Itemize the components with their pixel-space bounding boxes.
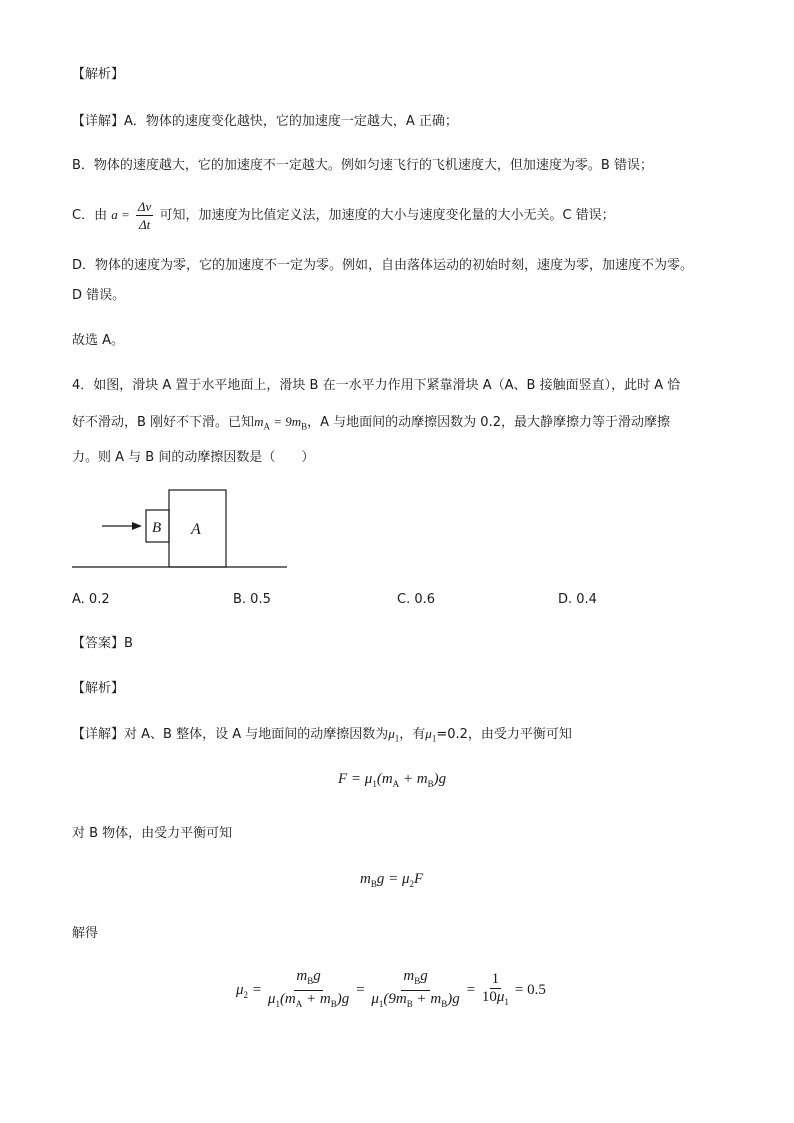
fraction-denominator: Δt [138, 217, 151, 232]
question-4-line3: 力。则 A 与 B 间的动摩擦因数是（ ） [72, 450, 315, 465]
question-4-line1: 4．如图，滑块 A 置于水平地面上，滑块 B 在一水平力作用下紧靠滑块 A（A、B 接触面竖直），此时 A 恰 [72, 378, 681, 393]
final-choice: 故选 A。 [72, 333, 125, 348]
question-4-line2 [72, 413, 670, 436]
mass-a-symbol: $m_A = 9m_B$ [254, 414, 308, 432]
fraction-numerator: Δv [137, 199, 152, 214]
equation-2: $m_Bg = \mu_2F$ [360, 871, 424, 889]
analysis-heading: 【解析】 [72, 67, 125, 82]
choice-d: D. 0.4 [558, 592, 597, 607]
choice-b: B. 0.5 [233, 592, 271, 607]
option-d-conclusion: D 错误。 [72, 288, 126, 303]
mu1-symbol: $\mu_1$ [388, 726, 400, 744]
choice-a: A. 0.2 [72, 592, 110, 607]
option-c-post: 可知，加速度为比值定义法，加速度的大小与速度变化量的大小无关。C 错误； [159, 208, 615, 223]
option-c-explanation [72, 198, 615, 233]
label-block-b: B [152, 520, 162, 536]
result-value: = 0.5 [514, 982, 546, 998]
analysis-heading-2: 【解析】 [72, 681, 125, 696]
equation-1: $F = \mu_1(m_A + m_B)g$ [338, 771, 447, 789]
q4-line2-post: ，A 与地面间的动摩擦因数为 0.2，最大静摩擦力等于滑动摩擦 [307, 415, 670, 430]
accel-symbol: a = [111, 207, 130, 222]
detail-option-a: 【详解】A．物体的速度变化越快，它的加速度一定越大，A 正确； [72, 114, 458, 129]
block-diagram [72, 482, 292, 572]
equation-3: $\mu_2$ = $\frac{m_Bg}{\mu_1(m_A + m_B)g}$ = $\frac{m_Bg}{\mu_1(9m_B + m_B)g}$ = $\frac{1}{10\mu_1}$ = 0.5 [236, 968, 546, 1009]
choice-c: C. 0.6 [397, 592, 436, 607]
force-arrow-head [132, 522, 142, 530]
delta-v-over-delta-t [136, 198, 153, 233]
detail2-val: =0.2，由受力平衡可知 [436, 727, 572, 742]
detail-2 [72, 725, 572, 748]
mu1-symbol-2: $\mu_1$ [425, 726, 437, 744]
for-b-text: 对 B 物体，由受力平衡可知 [72, 826, 233, 841]
solve-text: 解得 [72, 926, 99, 941]
detail2-pre: 【详解】对 A、B 整体，设 A 与地面间的动摩擦因数为 [72, 727, 389, 742]
label-block-a: A [191, 521, 201, 538]
detail2-mid: ，有 [399, 727, 426, 742]
option-d-explanation: D．物体的速度为零，它的加速度不一定为零。例如，自由落体运动的初始时刻，速度为零，加速度不为零。 [72, 258, 694, 273]
option-c-pre: C．由 [72, 208, 108, 223]
answer-line: 【答案】B [72, 636, 133, 651]
option-b-explanation: B．物体的速度越大，它的加速度不一定越大。例如匀速飞行的飞机速度大，但加速度为零。B 错误； [72, 158, 653, 173]
q4-line2-pre: 好不滑动，B 刚好不下滑。已知 [72, 415, 255, 430]
